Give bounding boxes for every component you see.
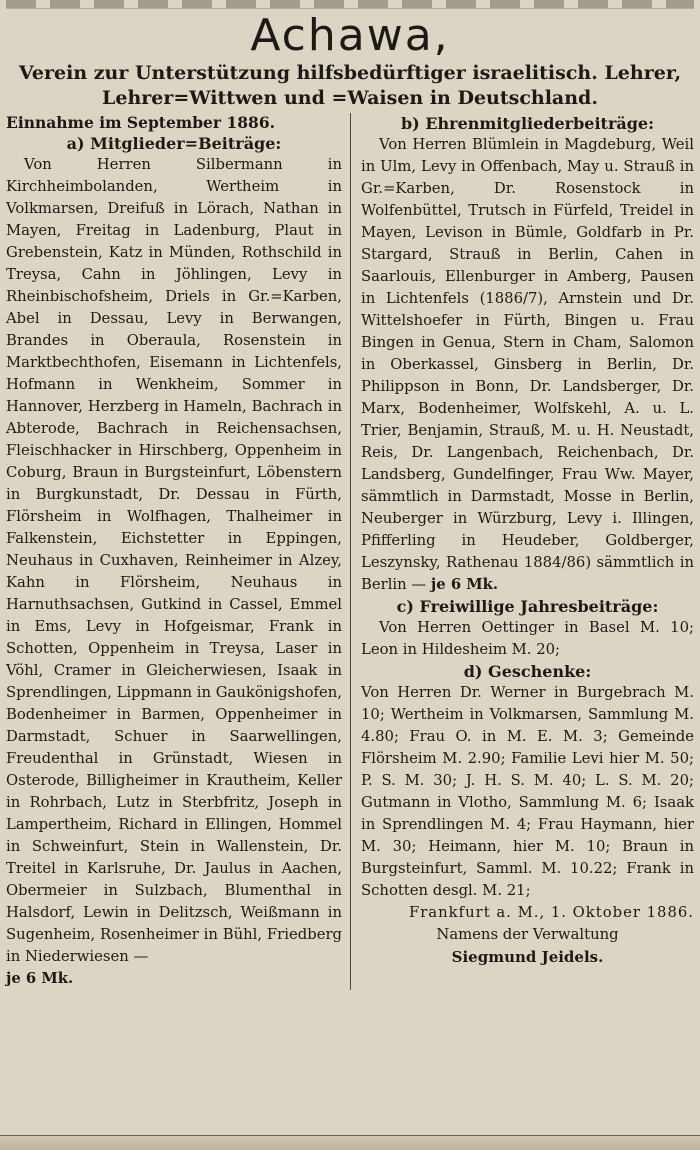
left-column <box>6 113 350 990</box>
section-a-body <box>6 154 342 990</box>
section-a-heading: a) Mitglieder=Beiträge: <box>66 134 282 153</box>
section-b-amount: je 6 Mk. <box>430 576 499 593</box>
income-heading: Einnahme im September 1886. <box>6 113 276 132</box>
two-column-body <box>6 113 694 990</box>
section-d-heading: d) Geschenke: <box>463 662 592 681</box>
section-b-text: Von Herren Blümlein in Magdeburg, Weil in Ulm, Levy in Offenbach, May u. Strauß in Gr.=Karben, Dr. Rosenstock in Wolfenbüttel, Trutsch in Fürfeld, Treidel in Mayen, Levison in Bümle, Goldfarb in Pr. Stargard, Strauß in Berlin, Cahen in Saarlouis, Ellenburger in Amberg, Pausen in Lichtenfels (1886/7), Arnstein und Dr. Wittelshoefer in Fürth, Bingen u. Frau Bingen in Genua, Stern in Cham, Salomon in Oberkassel, Ginsberg in Berlin, Dr. Philippson in Bonn, Dr. Landsberger, Dr. Marx, Bodenheimer, Wolfskehl, A. u. L. Trier, Benjamin, Strauß, M. u. H. Neustadt, Reis, Dr. Langenbach, Reichenbach, Dr. Landsberg, Gundelfinger, Frau Ww. Mayer, sämmtlich in Darmstadt, Mosse in Berlin, Neuberger in Würzburg, Levy i. Illingen, Pfifferling in Heudeber, Goldberger, Leszynsky, Rathenau 1884/86) sämmtlich in Berlin — <box>361 136 694 593</box>
section-a-amount: je 6 Mk. <box>6 970 74 987</box>
section-b-body <box>361 134 694 596</box>
place-date: Frankfurt a. M., 1. Oktober 1886. <box>408 904 694 921</box>
page-title: Achawa, <box>250 10 450 61</box>
section-a-text: Von Herren Silbermann in Kirchheimbolanden, Wertheim in Volkmarsen, Dreifuß in Lörach, Nathan in Mayen, Freitag in Ladenburg, Plaut in Grebenstein, Katz in Münden, Rothschild in Treysa, Cahn in Jöhlingen, Levy in Rheinbischofsheim, Driels in Gr.=Karben, Abel in Dessau, Levy in Berwangen, Brandes in Oberaula, Rosenstein in Marktbechthofen, Eisemann in Lichtenfels, Hofmann in Wenkheim, Sommer in Hannover, Herzberg in Hameln, Bachrach in Abterode, Bachrach in Reichensachsen, Fleischhacker in Hirschberg, Oppenheim in Coburg, Braun in Burgsteinfurt, Löbenstern in Burgkunstadt, Dr. Dessau in Fürth, Flörsheim in Wolfhagen, Thalheimer in Falkenstein, Eichstetter in Eppingen, Neuhaus in Cuxhaven, Reinheimer in Alzey, Kahn in Flörsheim, Neuhaus in Harnuthsachsen, Gutkind in Cassel, Emmel in Ems, Levy in Hofgeismar, Frank in Schotten, Oppenheim in Treysa, Laser in Vöhl, Cramer in Gleicherwiesen, Isaak in Sprendlingen, Lippmann in Gaukönigshofen, Bodenheimer in Barmen, Oppenheimer in Darmstadt, Schuer in Saarwellingen, Freudenthal in Grünstadt, Wiesen in Osterode, Billigheimer in Krautheim, Keller in Rohrbach, Lutz in Sterbfritz, Joseph in Lampertheim, Richard in Ellingen, Hommel in Schweinfurt, Stein in Wallenstein, Dr. Treitel in Karlsruhe, Dr. Jaulus in Aachen, Obermeier in Sulzbach, Blumenthal in Halsdorf, Lewin in Delitzsch, Weißmann in Sugenheim, Rosenheimer in Bühl, Friedberg in Niederwiesen — <box>6 156 342 965</box>
bottom-torn-edge <box>0 1135 700 1150</box>
subtitle: Verein zur Unterstützung hilfsbedürftiger israelitisch. Lehrer, Lehrer=Wittwen und =Waisen in Deutschland. <box>18 62 682 109</box>
section-c-body: Von Herren Oettinger in Basel M. 10; Leon in Hildesheim M. 20; <box>361 619 694 658</box>
top-torn-edge <box>6 0 694 9</box>
section-c-heading: c) Freiwillige Jahresbeiträge: <box>396 597 659 616</box>
signatory-name: Siegmund Jeidels. <box>451 948 604 966</box>
right-column <box>350 113 694 990</box>
signoff: Namens der Verwaltung <box>436 926 619 943</box>
section-d-body: Von Herren Dr. Werner in Burgebrach M. 10; Wertheim in Volkmarsen, Sammlung M. 4.80; Frau O. in M. E. M. 3; Gemeinde Flörsheim M. 2.90; Familie Levi hier M. 50; P. S. M. 30; J. H. S. M. 40; L. S. M. 20; Gutmann in Vlotho, Sammlung M. 6; Isaak in Sprendlingen M. 4; Frau Haymann, hier M. 30; Heimann, hier M. 10; Braun in Burgsteinfurt, Samml. M. 10.22; Frank in Schotten desgl. M. 21; <box>361 684 694 899</box>
section-b-heading: b) Ehrenmitgliederbeiträge: <box>400 114 655 133</box>
